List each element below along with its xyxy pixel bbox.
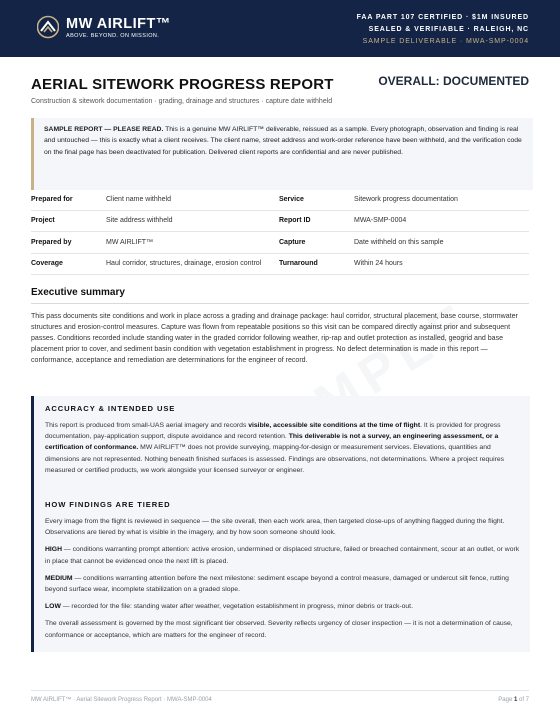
tier-medium-label: MEDIUM [45,574,73,582]
meta-row [31,210,529,232]
page-prefix: Page [498,697,514,703]
meta-value: Within 24 hours [354,253,529,275]
brand-tagline: ABOVE. BEYOND. ON MISSION. [66,33,160,39]
footer-report-label: MW AIRLIFT™ · Aerial Sitework Progress Report · MWA-SMP-0004 [31,697,212,703]
meta-value: MW AIRLIFT™ [106,232,279,254]
meta-value: Client name withheld [106,189,279,210]
accuracy-heading: ACCURACY & INTENDED USE [45,404,176,413]
tier-low-text: — recorded for the file: standing water after weather, vegetation establishment in progress, minor debris or track-out. [60,603,413,611]
overall-status: OVERALL: DOCUMENTED [378,74,529,88]
report-title: AERIAL SITEWORK PROGRESS REPORT [31,76,334,93]
accuracy-emphasis-1: visible, accessible site conditions at the time of flight [248,422,421,429]
page-suffix: of 7 [517,697,529,703]
accuracy-text-2: . It is provided for progress documentation, pay-application support, dispute avoidance and record retention. [45,422,501,441]
accuracy-text-1: This report is produced from small-UAS aerial imagery and records [45,422,249,429]
tiers-heading: HOW FINDINGS ARE TIERED [45,500,171,509]
tier-high [45,544,520,566]
executive-summary-text: This pass documents site conditions and work in place across a grading and drainage package: haul corridor, structural placement, base course, stormwater structures and erosion-control measures. Capture was flown from repeatable positions so this visit can be compared directly against prior and subsequent passes. Conditions recorded include standing water in the graded corridor following weather, rip-rap and outlet protection as installed, geogrid and base placement prior to cover, and sediment basin condition with vegetation establishment in progress. No defect determination is made in this report — conformance, acceptance and remediation are determinations for the engineer of record. [31,313,518,365]
report-metadata-table [31,189,529,275]
meta-value: Site address withheld [106,210,279,232]
header-sample-id: SAMPLE DELIVERABLE · MWA-SMP-0004 [362,38,529,45]
meta-value: Date withheld on this sample [354,232,529,254]
report-header [0,0,560,57]
tiers-intro: Every image from the flight is reviewed in sequence — the site overall, then each work area, then targeted close-ups of anything flagged during the flight. Observations are tiered by what is visible in the imagery, and by how soon someone should look. [45,518,505,537]
notice-body: This is a genuine MW AIRLIFT™ deliverable, reissued as a sample. Every photograph, observation and finding is real and untouched — this is exactly what a client receives. The client name, street address and work-order reference have been withheld, and the verification code on the final page has been deactivated for publication. Delivered client reports are confidential and are never published. [44,126,522,156]
tiers-card [31,492,530,652]
meta-label: Project [31,210,106,232]
tier-low-label: LOW [45,603,61,611]
meta-row [31,232,529,254]
meta-label: Turnaround [279,253,354,275]
footer-divider [31,690,529,691]
accuracy-text [45,420,520,476]
brand-name: MW AIRLIFT™ [66,16,171,32]
tier-medium [45,573,520,595]
meta-value: Haul corridor, structures, drainage, erosion control [106,253,279,275]
accuracy-text-3: MW AIRLIFT™ does not provide surveying, mapping-for-design or measurement services. Elevations, quantities and dimensions are not represented. Nothing beneath finished surfaces is assessed. Findings are observations, not determinations. Where a project requires measured or certified products, we work alongside your licensed surveyor or engineer. [45,444,505,474]
header-location: SEALED & VERIFIABLE · RALEIGH, NC [368,26,529,33]
notice-lead: SAMPLE REPORT — PLEASE READ. [44,126,164,133]
page-number [498,697,529,703]
section-divider [31,303,529,304]
meta-label: Prepared for [31,189,106,210]
meta-value: MWA-SMP-0004 [354,210,529,232]
tier-high-label: HIGH [45,546,62,554]
meta-label: Coverage [31,253,106,275]
meta-label: Report ID [279,210,354,232]
header-certification: FAA PART 107 CERTIFIED · $1M INSURED [356,14,529,21]
meta-value: Sitework progress documentation [354,189,529,210]
accuracy-card [31,396,530,492]
tier-low [45,601,520,612]
meta-label: Service [279,189,354,210]
tiers-closing: The overall assessment is governed by the most significant tier observed. Severity reflects urgency of closer inspection — it is not a determination of cause, conformance or acceptance, which are matters for the engineer of record. [45,620,513,639]
tier-high-text: — conditions warranting prompt attention: active erosion, undermined or displaced structure, failed or breached containment, scour at an outlet, or work in place that cannot be evidenced once the next lift is placed. [45,546,520,565]
accuracy-emphasis-2: This deliverable is not a survey, an engineering assessment, or a certification of conformance. [45,433,499,452]
mountain-chevron-logo-icon [37,15,59,39]
tier-medium-text: — conditions warranting attention before the next milestone: sediment escape beyond a control measure, damaged or undercut silt fence, rutting beyond surface wear, incomplete stabilization on a graded slope. [45,574,509,594]
meta-row [31,253,529,275]
executive-summary-heading: Executive summary [31,287,125,298]
meta-label: Capture [279,232,354,254]
report-subtitle: Construction & sitework documentation · grading, drainage and structures · capture date withheld [31,98,333,105]
sample-notice [31,118,533,190]
meta-row [31,189,529,210]
page-current: 1 [513,697,518,703]
meta-label: Prepared by [31,232,106,254]
